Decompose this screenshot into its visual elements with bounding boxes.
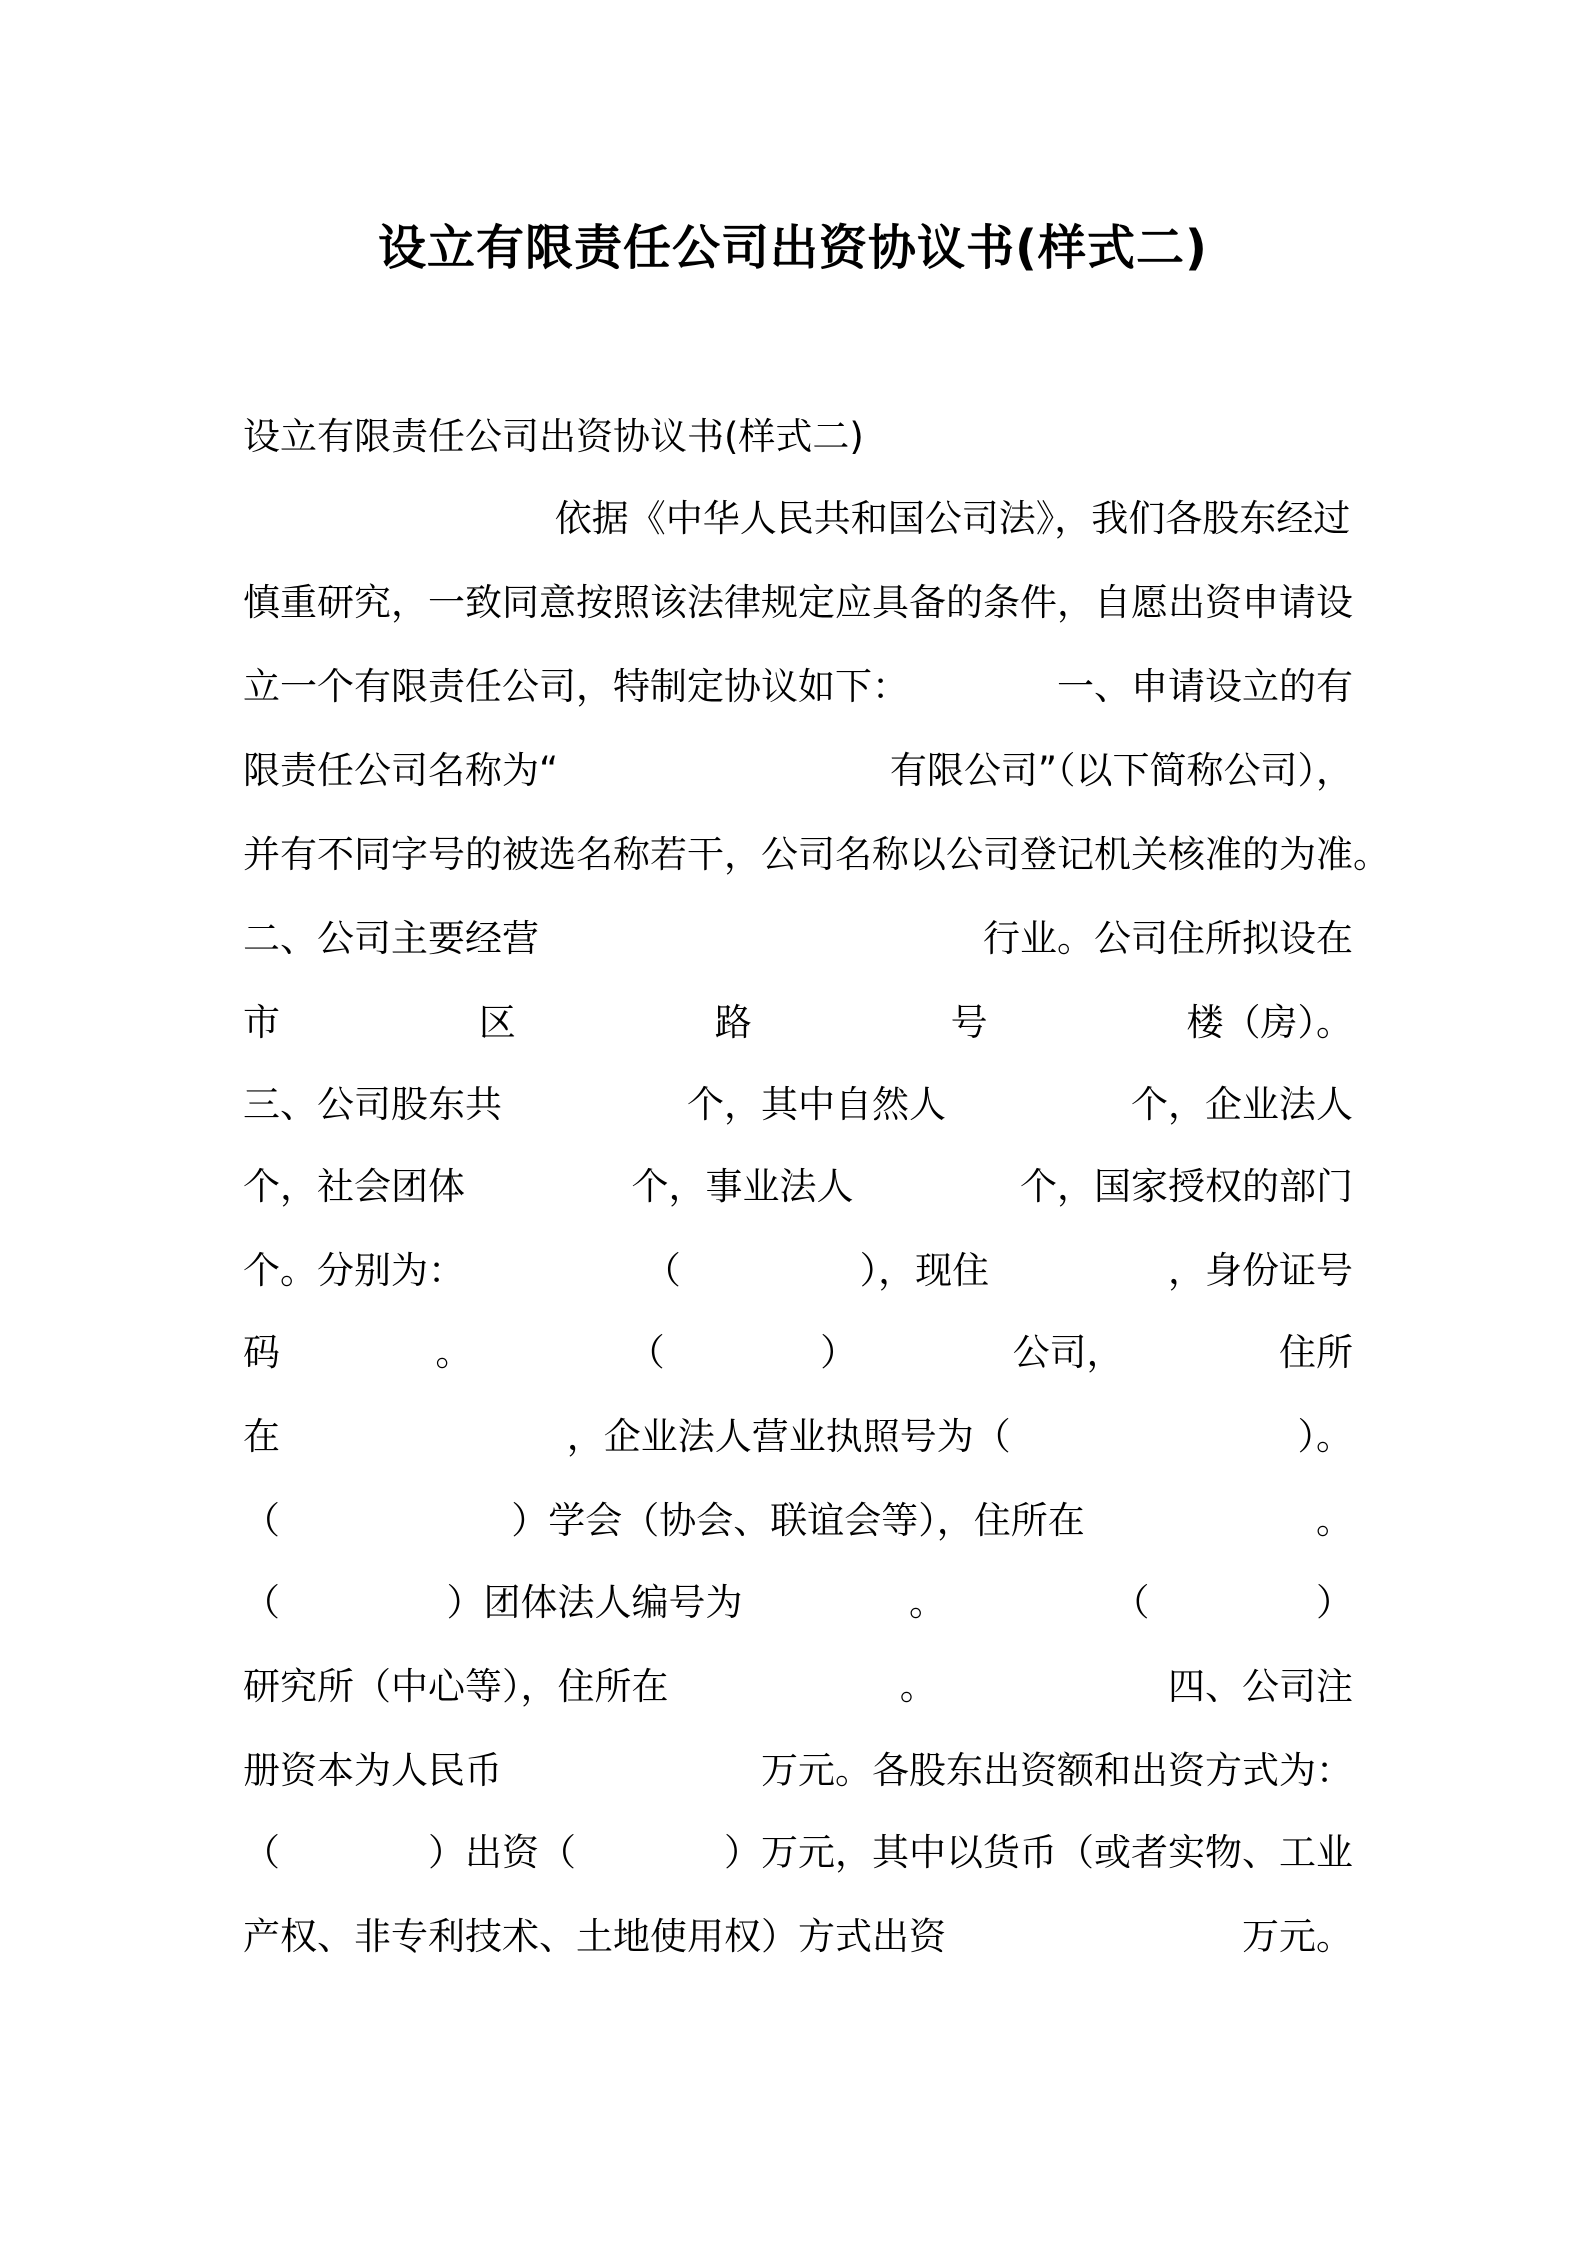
body-line (243, 1152, 1353, 1222)
body-text-segment: 四、公司注 (1168, 1665, 1353, 1708)
body-text-segment: ，企业法人营业执照号为（ (566, 1415, 1011, 1458)
body-line (243, 484, 1586, 554)
body-line (243, 1736, 1353, 1806)
body-text-segment: 万元。各股东出资额和出资方式为： (761, 1749, 1353, 1792)
body-text-segment: 限责任公司名称为“ (243, 749, 559, 792)
document-title: 设立有限责任公司出资协议书(样式二) (378, 220, 1208, 276)
body-text-segment: 楼（房）。 (1186, 1001, 1353, 1044)
body-text-segment: 码 (243, 1331, 280, 1374)
body-text-segment: ，身份证号 (1167, 1249, 1353, 1292)
subtitle-text: 设立有限责任公司出资协议书(样式二) (243, 415, 864, 458)
body-text-segment: 。 (899, 1665, 937, 1708)
body-line (243, 1568, 1353, 1638)
body-text-segment: 并有不同字号的被选名称若干，公司名称以公司登记机关核准的为准。 (243, 833, 1390, 876)
document-subtitle (243, 402, 1353, 472)
body-text-segment: 公司， (1012, 1331, 1124, 1374)
body-line (243, 652, 1353, 722)
body-text-segment: （ (243, 1831, 280, 1874)
body-text-segment: （ (643, 1249, 681, 1292)
body-text-segment: 个，企业法人 (1131, 1083, 1353, 1126)
body-text-segment: 住所 (1278, 1331, 1353, 1374)
body-text-segment: ） (820, 1331, 858, 1374)
body-text-segment: 依据《中华人民共和国公司法》，我们各股东经过 (543, 497, 1351, 540)
body-text-segment: 在 (243, 1415, 280, 1458)
body-line (243, 988, 1353, 1058)
body-text-segment: ）万元，其中以货币（或者实物、工业 (724, 1831, 1353, 1874)
body-line (243, 1318, 1353, 1388)
body-text-segment: 号 (950, 1001, 988, 1044)
body-text-segment: ）。 (1297, 1415, 1353, 1458)
body-line (243, 1070, 1353, 1140)
body-text-segment: 二、公司主要经营 (243, 917, 539, 960)
body-text-segment: ） (1316, 1581, 1353, 1624)
body-text-segment: 万元。 (1242, 1915, 1353, 1958)
body-line (243, 1236, 1353, 1306)
body-line (243, 1652, 1353, 1722)
body-text-segment: 市 (243, 1001, 280, 1044)
body-line (243, 1902, 1353, 1972)
body-text-segment: 研究所（中心等），住所在 (243, 1665, 669, 1708)
body-text-segment: 路 (714, 1001, 752, 1044)
body-text-segment: （ (627, 1331, 665, 1374)
body-line (243, 568, 1353, 638)
body-text-segment: 。 (1316, 1499, 1353, 1542)
body-line (243, 1486, 1353, 1556)
body-text-segment: 个，国家授权的部门 (1020, 1165, 1353, 1208)
body-text-segment: 慎重研究，一致同意按照该法律规定应具备的条件，自愿出资申请设 (243, 581, 1353, 624)
body-line (243, 904, 1353, 974)
body-line (243, 1818, 1353, 1888)
body-text-segment: ）学会（协会、联谊会等），住所在 (511, 1499, 1085, 1542)
body-text-segment: （ (243, 1499, 280, 1542)
body-text-segment: （ (1112, 1581, 1150, 1624)
body-text-segment: ），现住 (859, 1249, 990, 1292)
body-text-segment: （ (243, 1581, 280, 1624)
body-text-segment: 行业。公司住所拟设在 (983, 917, 1353, 960)
body-line (243, 1402, 1353, 1472)
body-text-segment: 一、申请设立的有 (1057, 665, 1353, 708)
body-text-segment: 个，事业法人 (631, 1165, 854, 1208)
body-line (243, 820, 1390, 890)
body-text-segment: 个。分别为： (243, 1249, 465, 1292)
body-text-segment: 产权、非专利技术、土地使用权）方式出资 (243, 1915, 946, 1958)
body-line (243, 736, 1353, 806)
body-text-segment: 。 (909, 1581, 946, 1624)
body-text-segment: 三、公司股东共 (243, 1083, 502, 1126)
body-text-segment: 个，其中自然人 (687, 1083, 946, 1126)
body-text-segment: 有限公司”（以下简称公司）， (889, 749, 1353, 792)
body-text-segment: 。 (435, 1331, 473, 1374)
body-text-segment: ）出资（ (428, 1831, 576, 1874)
body-text-segment: 册资本为人民币 (243, 1749, 502, 1792)
body-text-segment: 个，社会团体 (243, 1165, 465, 1208)
body-text-segment: 区 (478, 1001, 516, 1044)
body-text-segment: 立一个有限责任公司，特制定协议如下： (243, 665, 909, 708)
body-text-segment: ）团体法人编号为 (446, 1581, 743, 1624)
